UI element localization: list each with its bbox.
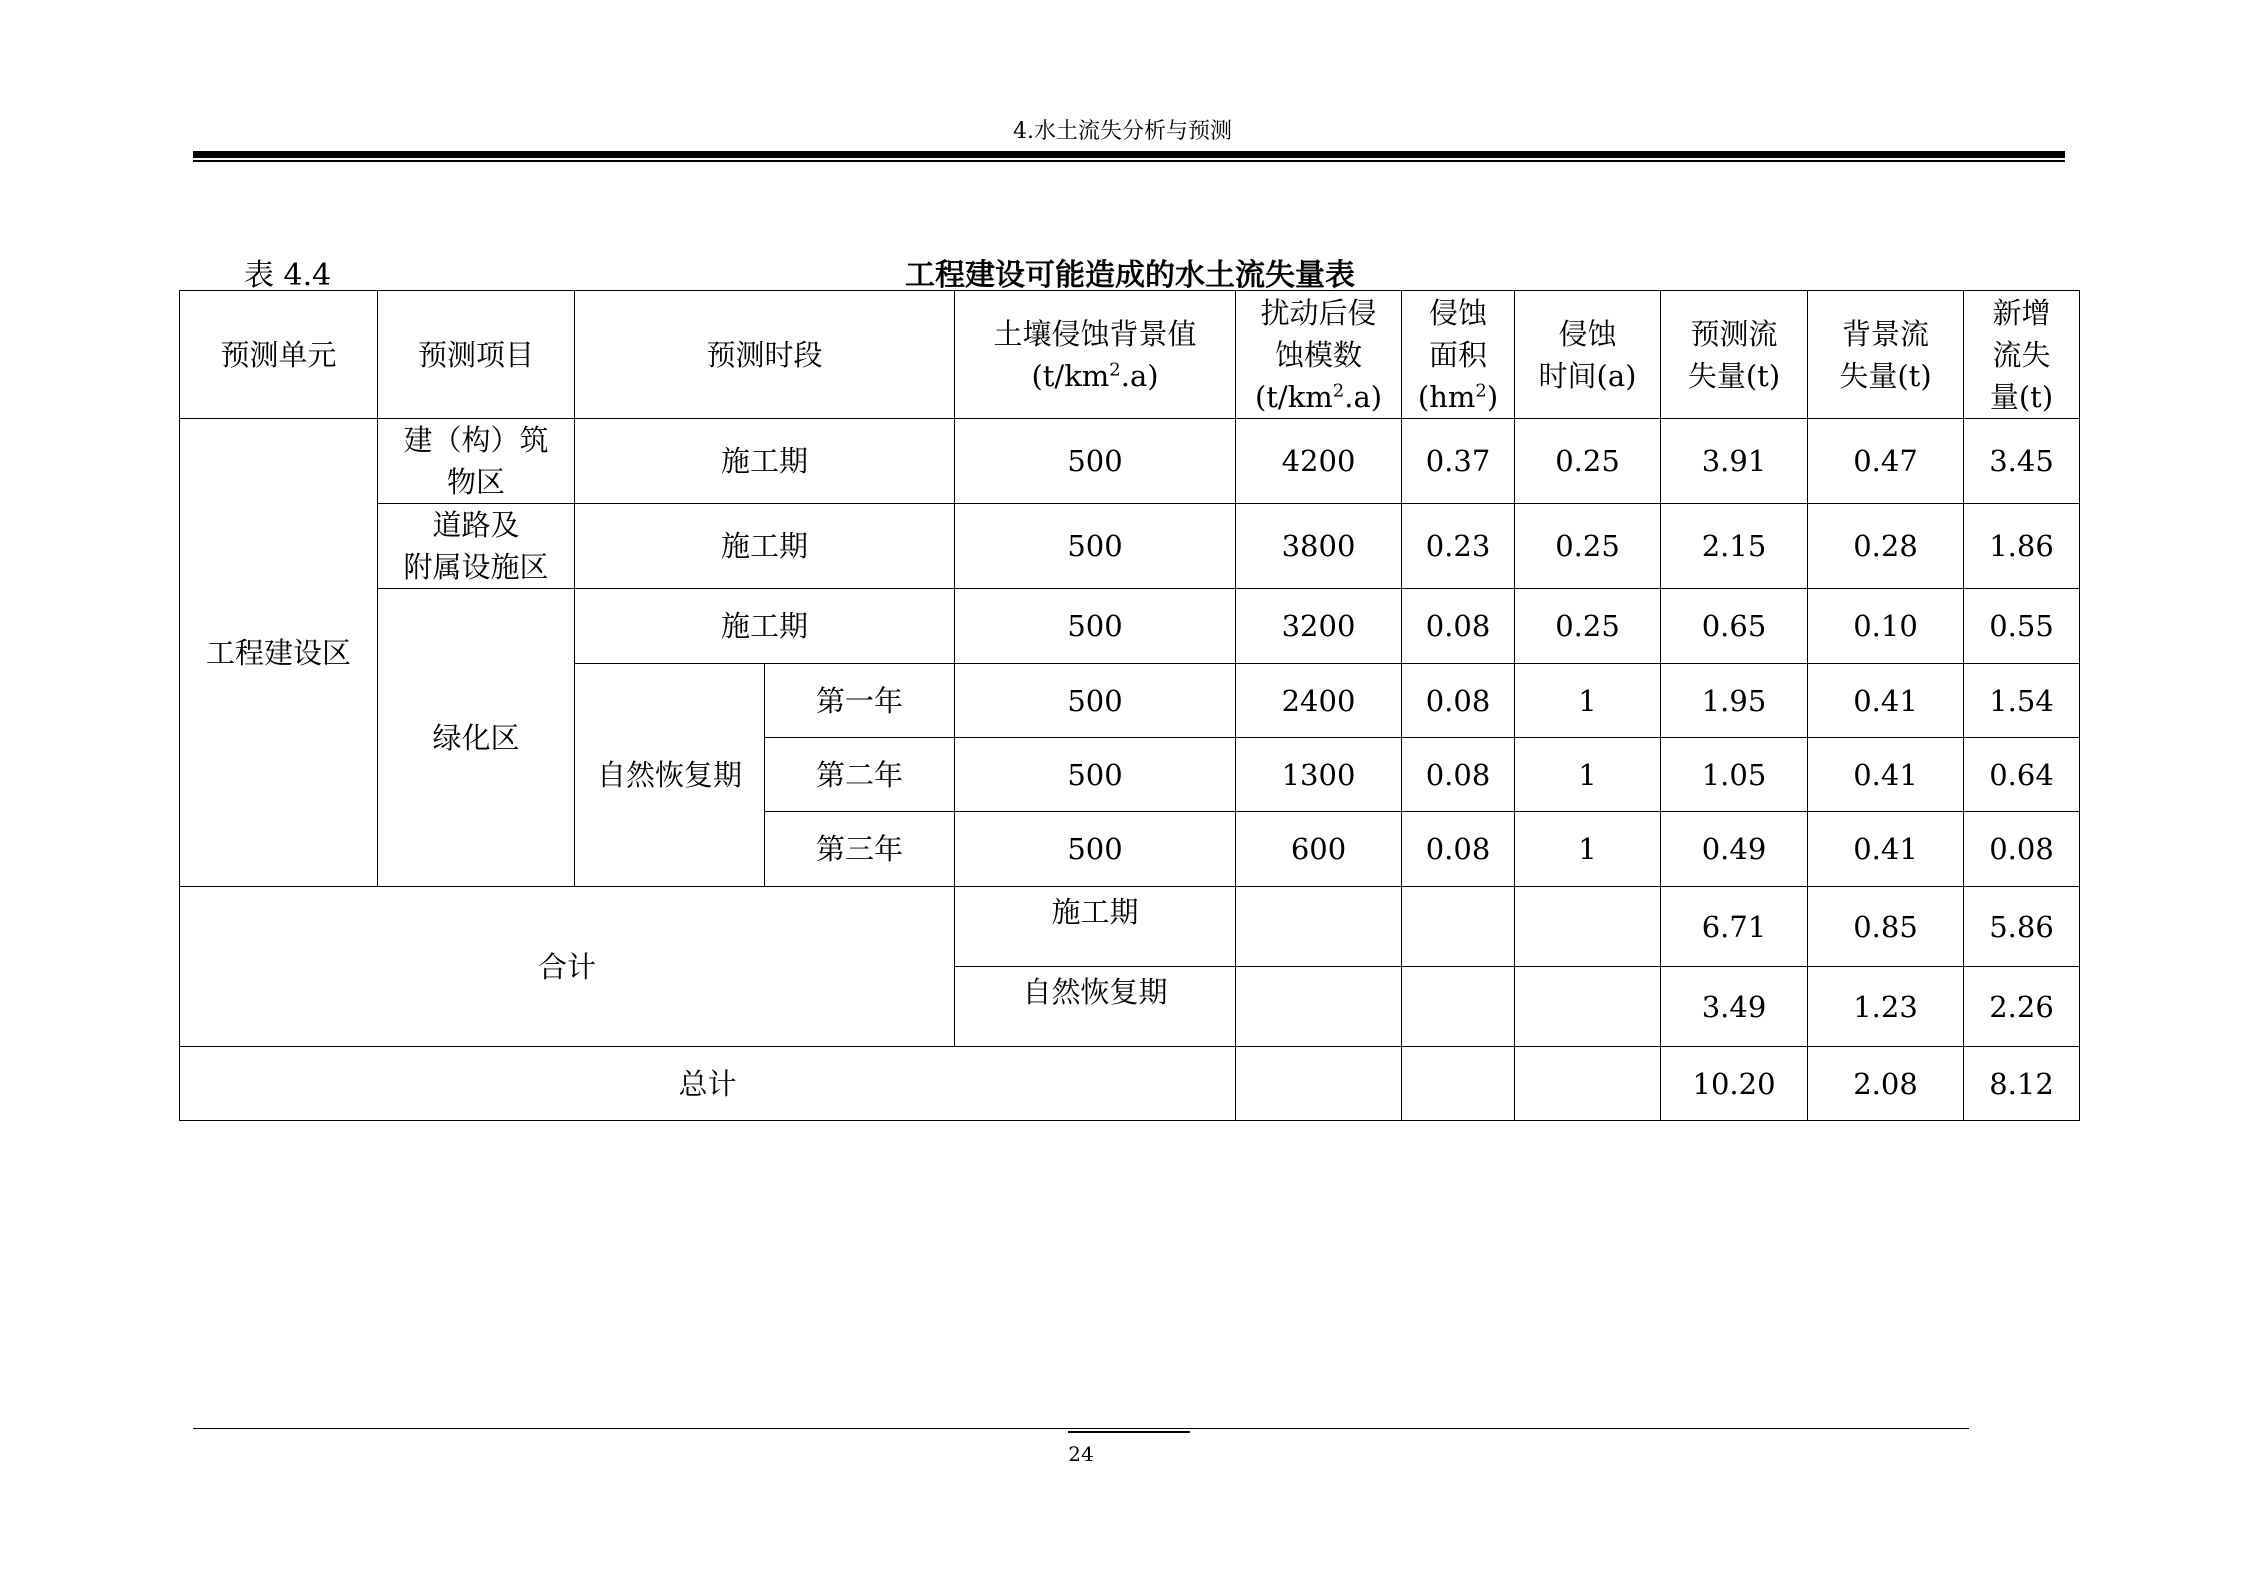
header-area [1402, 291, 1515, 419]
area-cell: 0.08 [1402, 589, 1515, 664]
bgloss-cell: 1.23 [1808, 967, 1964, 1047]
time-cell: 0.25 [1515, 589, 1661, 664]
header-bgloss [1808, 291, 1964, 419]
pred-cell: 3.49 [1661, 967, 1808, 1047]
new-cell: 1.86 [1964, 504, 2080, 589]
header-area-line2: 面积 [1429, 337, 1488, 372]
time-cell: 0.25 [1515, 504, 1661, 589]
period-cell: 施工期 [575, 419, 955, 504]
header-bgloss-line2: 失量(t) [1839, 358, 1932, 393]
time-cell: 1 [1515, 738, 1661, 812]
table-row [180, 419, 2080, 504]
header-bg-modulus-unit: $(t/km^2.a)$ [1031, 358, 1159, 393]
empty-cell [1402, 1047, 1515, 1121]
subtotal-label: 合计 [180, 887, 955, 1047]
new-cell: 1.54 [1964, 664, 2080, 738]
header-time-line2: 时间(a) [1538, 358, 1637, 393]
table-row [180, 589, 2080, 664]
new-cell: 2.26 [1964, 967, 2080, 1047]
bg-cell: 500 [955, 664, 1236, 738]
header-pred-line1: 预测流 [1690, 316, 1778, 351]
period-cell-natural: 自然恢复期 [575, 664, 765, 887]
dist-cell: 2400 [1236, 664, 1402, 738]
header-rule-thin [193, 160, 2065, 162]
item-cell-green: 绿化区 [378, 589, 575, 887]
header-new-line1: 新增 [1992, 295, 2051, 330]
subtotal-period-construction: 施工期 [955, 887, 1236, 967]
header-new-line3: 量(t) [1989, 379, 2054, 414]
item-road-line2: 附属设施区 [403, 550, 549, 584]
header-dist-modulus-line1: 扰动后侵 [1260, 295, 1377, 330]
pred-cell: 1.05 [1661, 738, 1808, 812]
subtotal-row [180, 887, 2080, 967]
time-cell: 1 [1515, 812, 1661, 887]
header-pred-line2: 失量(t) [1687, 358, 1781, 393]
bgloss-cell: 0.10 [1808, 589, 1964, 664]
pred-cell: 1.95 [1661, 664, 1808, 738]
header-bgloss-line1: 背景流 [1842, 316, 1930, 351]
bgloss-cell: 0.28 [1808, 504, 1964, 589]
new-cell: 3.45 [1964, 419, 2080, 504]
dist-cell: 3200 [1236, 589, 1402, 664]
bg-cell: 500 [955, 812, 1236, 887]
pred-cell: 6.71 [1661, 887, 1808, 967]
header-unit: 预测单元 [180, 291, 378, 419]
empty-cell [1236, 887, 1402, 967]
period-cell: 施工期 [575, 504, 955, 589]
table-header-row [180, 291, 2080, 419]
new-cell: 5.86 [1964, 887, 2080, 967]
header-time [1515, 291, 1661, 419]
header-period: 预测时段 [575, 291, 955, 419]
new-cell: 0.08 [1964, 812, 2080, 887]
page-header-title: 4.水土流失分析与预测 [1013, 119, 1232, 144]
area-cell: 0.08 [1402, 738, 1515, 812]
table-row [180, 504, 2080, 589]
bg-cell: 500 [955, 589, 1236, 664]
page-number: 24 [1068, 1442, 1094, 1466]
item-cell-building [378, 419, 575, 504]
empty-cell [1236, 967, 1402, 1047]
dist-cell: 600 [1236, 812, 1402, 887]
area-cell: 0.08 [1402, 812, 1515, 887]
time-cell: 0.25 [1515, 419, 1661, 504]
subtotal-period-natural: 自然恢复期 [955, 967, 1236, 1047]
header-dist-modulus [1236, 291, 1402, 419]
year-cell: 第三年 [765, 812, 955, 887]
header-pred [1661, 291, 1808, 419]
header-area-line1: 侵蚀 [1429, 295, 1488, 330]
bgloss-cell: 0.41 [1808, 664, 1964, 738]
bgloss-cell: 2.08 [1808, 1047, 1964, 1121]
item-building-line2: 物区 [446, 465, 505, 499]
header-new-line2: 流失 [1992, 337, 2051, 372]
area-cell: 0.23 [1402, 504, 1515, 589]
item-cell-road [378, 504, 575, 589]
header-bg-modulus-label: 土壤侵蚀背景值 [993, 316, 1197, 351]
period-cell: 施工期 [575, 589, 955, 664]
unit-cell: 工程建设区 [180, 419, 378, 887]
bg-cell: 500 [955, 738, 1236, 812]
bg-cell: 500 [955, 419, 1236, 504]
bgloss-cell: 0.41 [1808, 812, 1964, 887]
bg-cell: 500 [955, 504, 1236, 589]
item-road-line1: 道路及 [432, 508, 520, 542]
dist-cell: 4200 [1236, 419, 1402, 504]
pred-cell: 10.20 [1661, 1047, 1808, 1121]
bgloss-cell: 0.47 [1808, 419, 1964, 504]
header-new [1964, 291, 2080, 419]
area-cell: 0.08 [1402, 664, 1515, 738]
item-building-line1: 建（构）筑 [403, 423, 549, 457]
header-rule-thick [193, 151, 2065, 158]
soil-loss-table [179, 290, 2080, 1121]
pred-cell: 0.65 [1661, 589, 1808, 664]
new-cell: 8.12 [1964, 1047, 2080, 1121]
pred-cell: 2.15 [1661, 504, 1808, 589]
empty-cell [1515, 1047, 1661, 1121]
time-cell: 1 [1515, 664, 1661, 738]
area-cell: 0.37 [1402, 419, 1515, 504]
header-time-line1: 侵蚀 [1558, 316, 1617, 351]
table-caption-title: 工程建设可能造成的水土流失量表 [905, 258, 1355, 293]
year-cell: 第二年 [765, 738, 955, 812]
header-dist-modulus-line2: 蚀模数 [1275, 337, 1363, 372]
year-cell: 第一年 [765, 664, 955, 738]
new-cell: 0.64 [1964, 738, 2080, 812]
empty-cell [1515, 967, 1661, 1047]
bgloss-cell: 0.85 [1808, 887, 1964, 967]
header-bg-modulus [955, 291, 1236, 419]
dist-cell: 3800 [1236, 504, 1402, 589]
empty-cell [1236, 1047, 1402, 1121]
footer-rule [193, 1428, 1969, 1429]
empty-cell [1515, 887, 1661, 967]
empty-cell [1402, 967, 1515, 1047]
footer-rule-short [1068, 1431, 1190, 1433]
pred-cell: 0.49 [1661, 812, 1808, 887]
bgloss-cell: 0.41 [1808, 738, 1964, 812]
empty-cell [1402, 887, 1515, 967]
dist-cell: 1300 [1236, 738, 1402, 812]
header-item: 预测项目 [378, 291, 575, 419]
header-area-unit: $(hm^2)$ [1417, 379, 1499, 414]
total-row [180, 1047, 2080, 1121]
table-caption-number: 表 4.4 [244, 258, 332, 293]
new-cell: 0.55 [1964, 589, 2080, 664]
total-label: 总计 [180, 1047, 1236, 1121]
header-dist-modulus-unit: $(t/km^2.a)$ [1254, 379, 1383, 414]
pred-cell: 3.91 [1661, 419, 1808, 504]
